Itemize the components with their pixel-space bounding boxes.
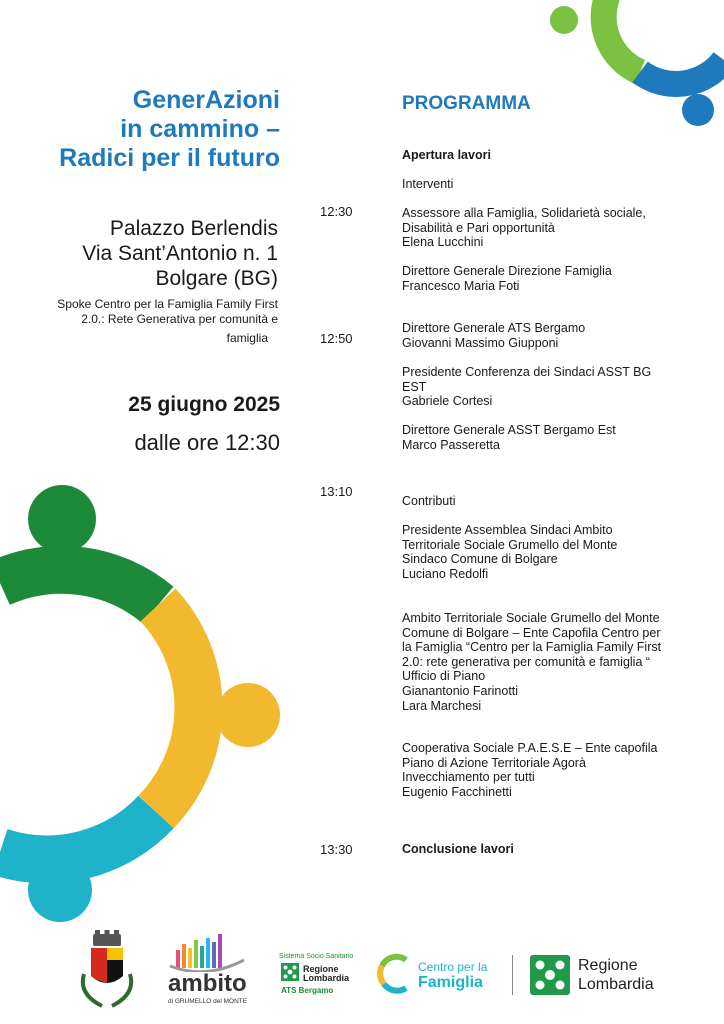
contributor-line: 2.0: rete generativa per comunità e famiglia “ xyxy=(402,654,651,669)
contributor-line: Presidente Assemblea Sindaci Ambito xyxy=(402,523,613,537)
speaker-entry xyxy=(402,321,692,350)
regione-line-2: Lombardia xyxy=(578,976,654,993)
speaker-name: Francesco Maria Foti xyxy=(402,278,520,293)
speaker-line: Direttore Generale ASST Bergamo Est xyxy=(402,423,616,437)
contributions-label: Contributi xyxy=(402,494,456,508)
cpf-line-2: Famiglia xyxy=(418,974,483,991)
ambito-logo xyxy=(166,930,248,1010)
sistema-name-line-1: Regione xyxy=(303,964,339,974)
contributor-line: Piano di Azione Territoriale Agorà xyxy=(402,755,586,770)
venue-city: Bolgare (BG) xyxy=(155,267,278,290)
speaker-entry xyxy=(402,206,692,250)
speaker-entry xyxy=(402,365,692,409)
speaker-line: EST xyxy=(402,379,427,394)
time-slot: 13:30 xyxy=(320,842,353,857)
lombardia-rose-icon xyxy=(281,963,299,981)
contributor-name: Gianantonio Farinotti xyxy=(402,683,519,698)
contributor-line: Sindaco Comune di Bolgare xyxy=(402,552,558,567)
opening-item: Apertura lavori xyxy=(402,148,491,162)
spoke-line: Spoke Centro per la Famiglia Family First xyxy=(57,297,278,311)
contributor-line: Cooperativa Sociale P.A.E.S.E – Ente capofila xyxy=(402,741,658,755)
speaker-entry xyxy=(402,264,692,293)
speaker-line: Direttore Generale Direzione Famiglia xyxy=(402,264,612,278)
contributor-line: Invecchiamento per tutti xyxy=(402,770,535,785)
spoke-line: 2.0.: Rete Generativa per comunità e xyxy=(81,312,278,326)
event-date: 25 giugno 2025 xyxy=(128,393,280,416)
regione-lombardia-logo xyxy=(530,955,690,999)
contributor-line: Territoriale Sociale Grumello del Monte xyxy=(402,537,618,552)
speaker-name: Elena Lucchini xyxy=(402,235,484,250)
speaker-line: Assessore alla Famiglia, Solidarietà sociale, xyxy=(402,206,646,220)
contributor-line: Ufficio di Piano xyxy=(402,669,486,684)
speaker-line: Disabilità e Pari opportunità xyxy=(402,220,555,235)
speaker-name: Gabriele Cortesi xyxy=(402,394,493,409)
spoke-description xyxy=(18,297,278,346)
venue-address: Via Sant’Antonio n. 1 xyxy=(82,242,278,265)
sistema-name-line-2: Lombardia xyxy=(303,973,350,983)
venue-name: Palazzo Berlendis xyxy=(109,217,278,240)
time-slot: 12:30 xyxy=(320,204,353,219)
time-slot: 13:10 xyxy=(320,484,353,499)
title-line: Radici per il futuro xyxy=(59,144,280,172)
contributor-line: la Famiglia “Centro per la Famiglia Family First xyxy=(402,640,662,655)
ats-bergamo-label: ATS Bergamo xyxy=(281,986,334,995)
event-title xyxy=(20,86,280,173)
contributor-line: Comune di Bolgare – Ente Capofila Centro per xyxy=(402,625,661,640)
top-right-ring-decoration xyxy=(540,0,724,135)
interventions-label: Interventi xyxy=(402,177,454,191)
contributor-line: Ambito Territoriale Sociale Grumello del Monte xyxy=(402,611,660,625)
contributor-name: Eugenio Facchinetti xyxy=(402,784,512,799)
contributor-name: Luciano Redolfi xyxy=(402,566,489,581)
regione-line-1: Regione xyxy=(578,957,638,974)
contributor-entry xyxy=(402,741,692,799)
title-line: in cammino – xyxy=(120,115,280,143)
sistema-label: Sistema Socio Sanitario xyxy=(279,953,354,960)
ambito-subtitle: di GRUMELLO del MONTE xyxy=(168,998,248,1005)
contributor-name: Lara Marchesi xyxy=(402,698,482,713)
cpf-c-icon xyxy=(376,952,412,996)
speaker-entry xyxy=(402,423,692,452)
contributor-entry xyxy=(402,523,692,581)
event-time: dalle ore 12:30 xyxy=(134,430,280,455)
program-heading: PROGRAMMA xyxy=(402,93,531,114)
cpf-line-1: Centro per la xyxy=(418,960,488,974)
contributor-entry xyxy=(402,611,692,713)
speaker-line: Presidente Conferenza dei Sindaci ASST BG xyxy=(402,365,652,379)
spoke-line: famiglia xyxy=(226,331,268,345)
speaker-name: Marco Passeretta xyxy=(402,437,500,452)
speaker-line: Direttore Generale ATS Bergamo xyxy=(402,321,586,335)
title-line: GenerAzioni xyxy=(132,86,280,114)
logo-divider xyxy=(512,955,513,995)
bolgare-coat-of-arms-logo xyxy=(76,930,138,1010)
time-slot: 12:50 xyxy=(320,331,353,346)
closing-item: Conclusione lavori xyxy=(402,842,514,856)
ambito-bars-icon xyxy=(166,930,248,972)
speaker-name: Giovanni Massimo Giupponi xyxy=(402,335,559,350)
ambito-wordmark: ambito xyxy=(168,970,247,997)
venue-block xyxy=(20,216,278,291)
centro-per-la-famiglia-logo xyxy=(376,952,502,998)
left-ring-decoration xyxy=(0,480,290,930)
regione-rose-icon xyxy=(530,955,570,995)
sistema-socio-sanitario-logo xyxy=(279,952,363,1002)
